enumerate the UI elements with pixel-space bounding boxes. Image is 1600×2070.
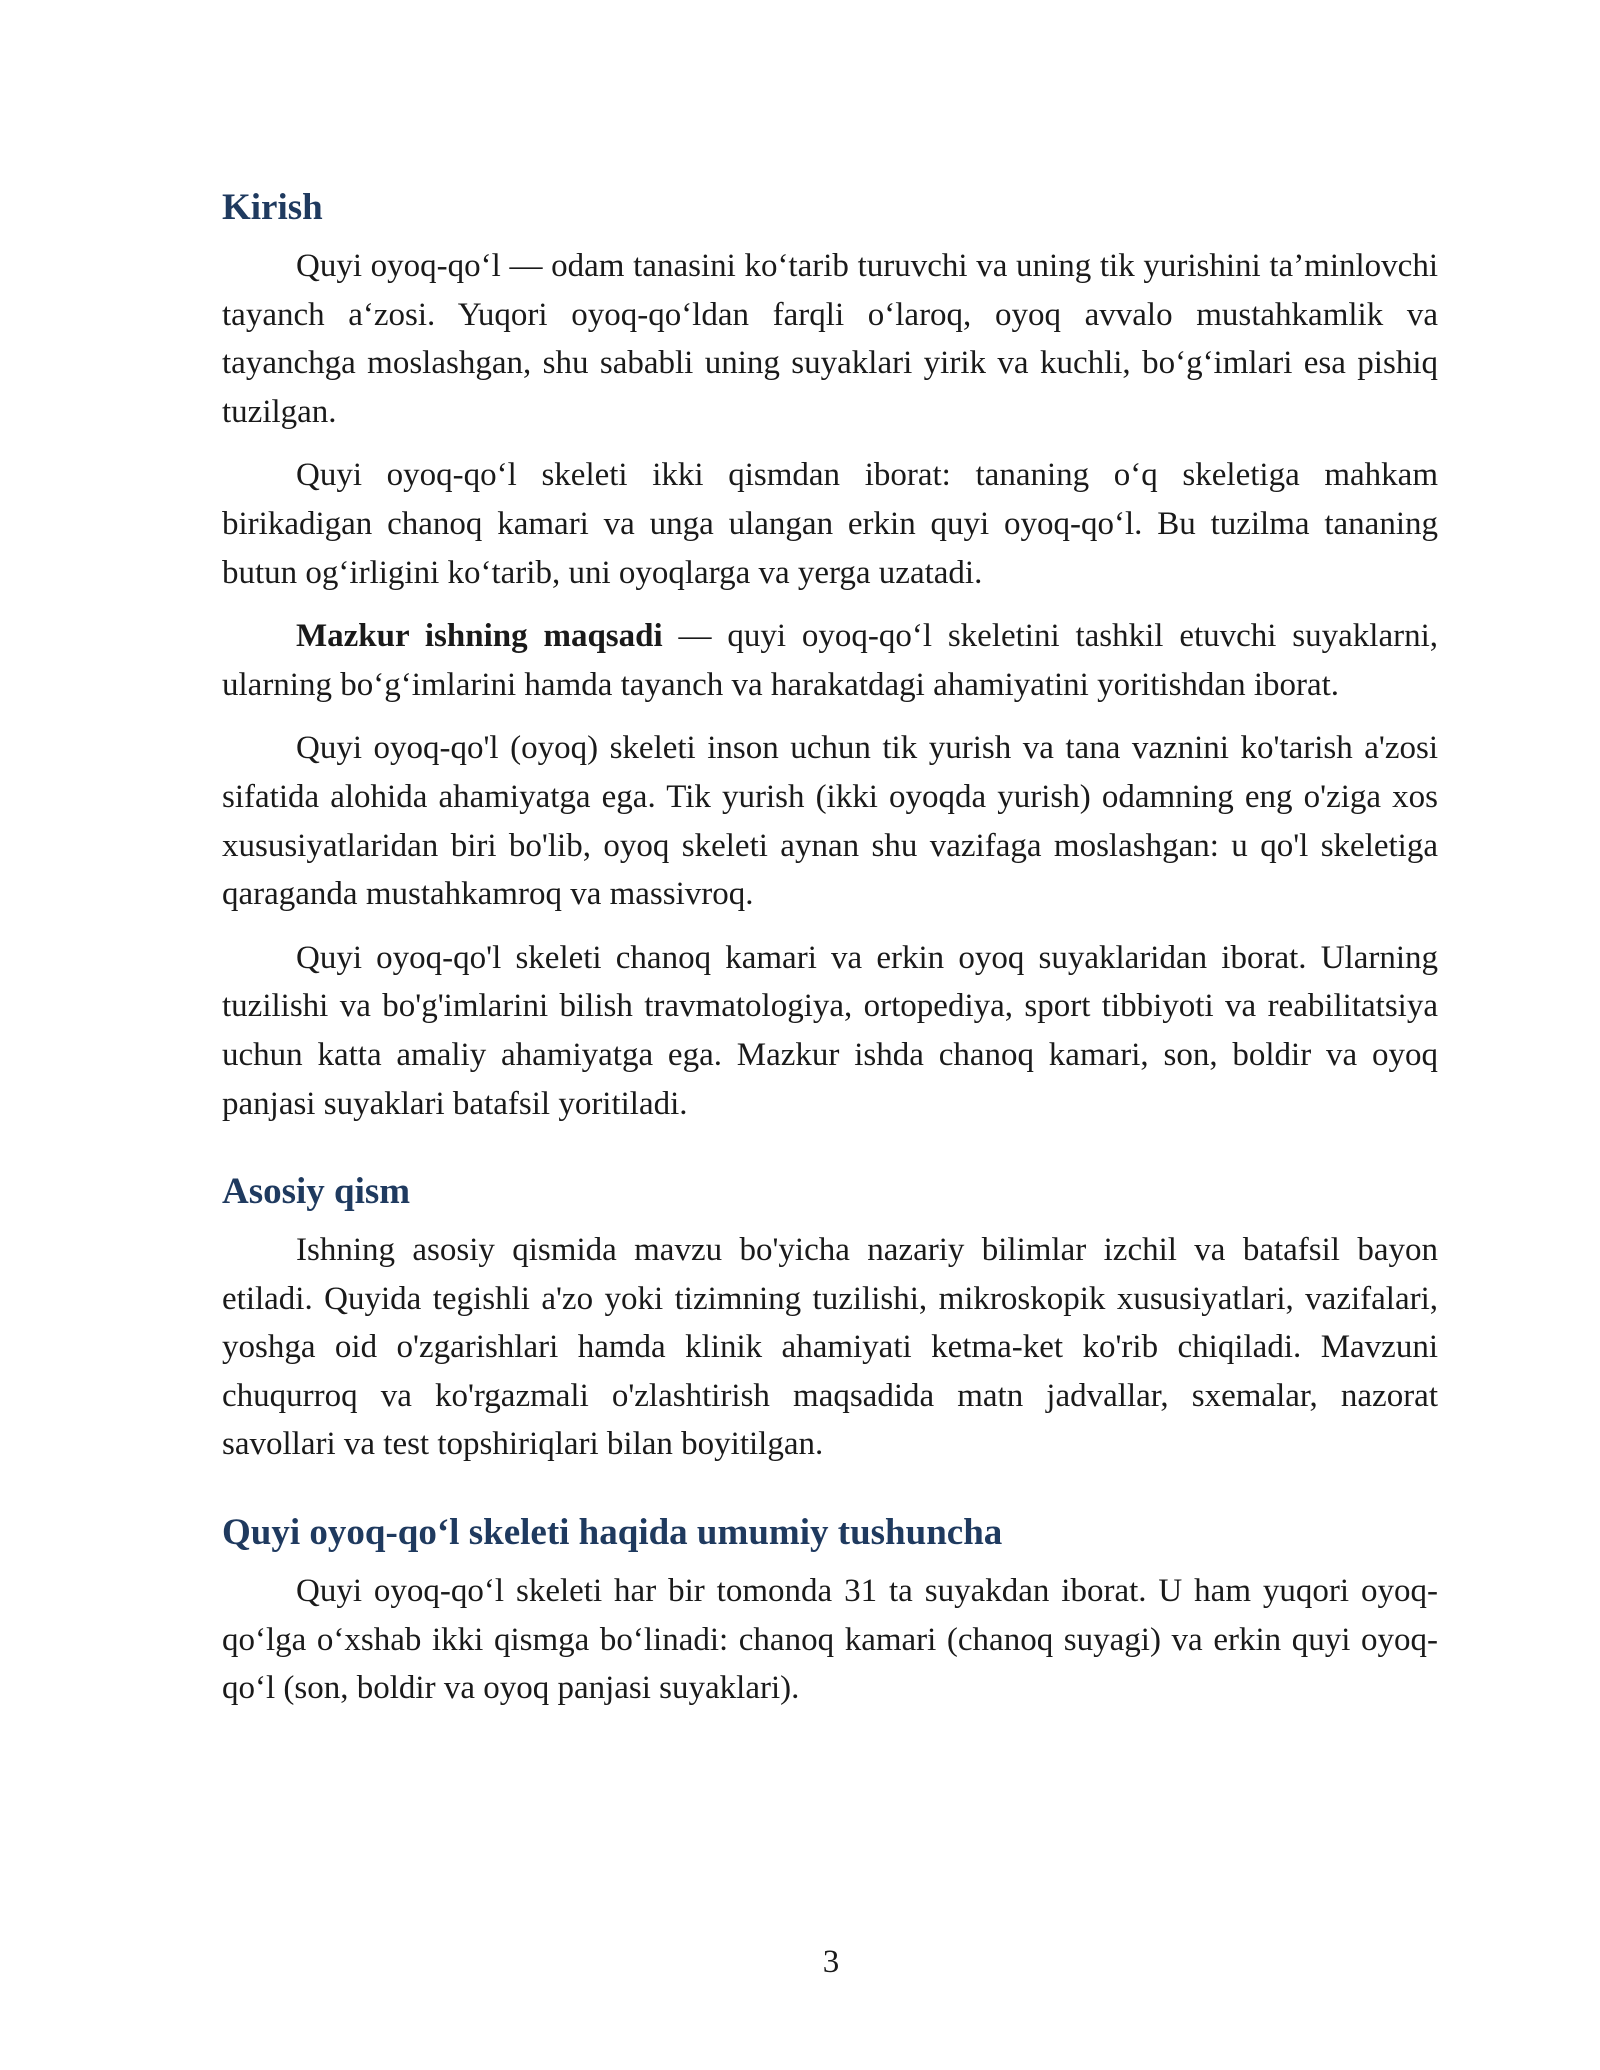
heading-kirish: Kirish bbox=[222, 187, 323, 228]
paragraph: Quyi oyoq-qo'l skeleti chanoq kamari va erkin oyoq suyaklaridan iborat. Ularning tuzilishi va bo'g'imlarini bilish travmatologiya, ortopediya, sport tibbiyoti va reabilitatsiya uchun katta amaliy ahamiyatga ega. Mazkur ishda chanoq kamari, son, boldir va oyoq panjasi suyaklari batafsil yoritiladi. bbox=[222, 939, 1438, 1122]
page-number: 3 bbox=[822, 1944, 840, 1980]
aim-bold-text: Mazkur ishning maqsadi bbox=[296, 618, 663, 655]
paragraph: Quyi oyoq-qo‘l skeleti har bir tomonda 31 ta suyakdan iborat. U ham yuqori oyoq-qo‘lga o‘xshab ikki qismga bo‘linadi: chanoq kamari (chanoq suyagi) va erkin quyi oyoq-qo‘l (son, boldir va oyoq panjasi suyaklari). bbox=[222, 1573, 1438, 1707]
heading-asosiy-qism: Asosiy qism bbox=[222, 1171, 411, 1213]
paragraph: Ishning asosiy qismida mavzu bo'yicha nazariy bilimlar izchil va batafsil bayon etiladi. Quyida tegishli a'zo yoki tizimning tuzilishi, mikroskopik xususiyatlari, vazifalari, yoshga oid o'zgarishlari hamda klinik ahamiyati ketma-ket ko'rib chiqiladi. Mavzuni chuqurroq va ko'rgazmali o'zlashtirish maqsadida matn jadvallar, sxemalar, nazorat savollari va test topshiriqlari bilan boyitilgan. bbox=[222, 1232, 1438, 1463]
aim-text: — quyi oyoq-qo‘l skeletini tashkil etuvchi suyaklarni, ularning bo‘g‘imlarini hamda tayanch va harakatdagi ahamiyatini yoritishdan iborat. bbox=[222, 618, 1438, 703]
paragraph: Quyi oyoq-qo‘l — odam tanasini ko‘tarib turuvchi va uning tik yurishini ta’minlovchi tayanch a‘zosi. Yuqori oyoq-qo‘ldan farqli o‘laroq, oyoq avvalo mustahkamlik va tayanchga moslashgan, shu sababli uning suyaklari yirik va kuchli, bo‘g‘imlari esa pishiq tuzilgan. bbox=[222, 248, 1438, 430]
paragraph: Quyi oyoq-qo'l (oyoq) skeleti inson uchun tik yurish va tana vaznini ko'tarish a'zosi sifatida alohida ahamiyatga ega. Tik yurish (ikki oyoqda yurish) odamning eng o'ziga xos xususiyatlaridan biri bo'lib, oyoq skeleti aynan shu vazifaga moslashgan: u qo'l skeletiga qaraganda mustahkamroq va massivroq. bbox=[222, 730, 1438, 913]
paragraph: Quyi oyoq-qo‘l skeleti ikki qismdan iborat: tananing o‘q skeletiga mahkam birikadigan chanoq kamari va unga ulangan erkin quyi oyoq-qo‘l. Bu tuzilma tananing butun og‘irligini ko‘tarib, uni oyoqlarga va yerga uzatadi. bbox=[222, 457, 1438, 591]
paragraph-aim bbox=[222, 612, 1438, 709]
document-page bbox=[222, 186, 1438, 1728]
heading-umumiy-tushuncha: Quyi oyoq-qo‘l skeleti haqida umumiy tushuncha bbox=[222, 1512, 1003, 1554]
